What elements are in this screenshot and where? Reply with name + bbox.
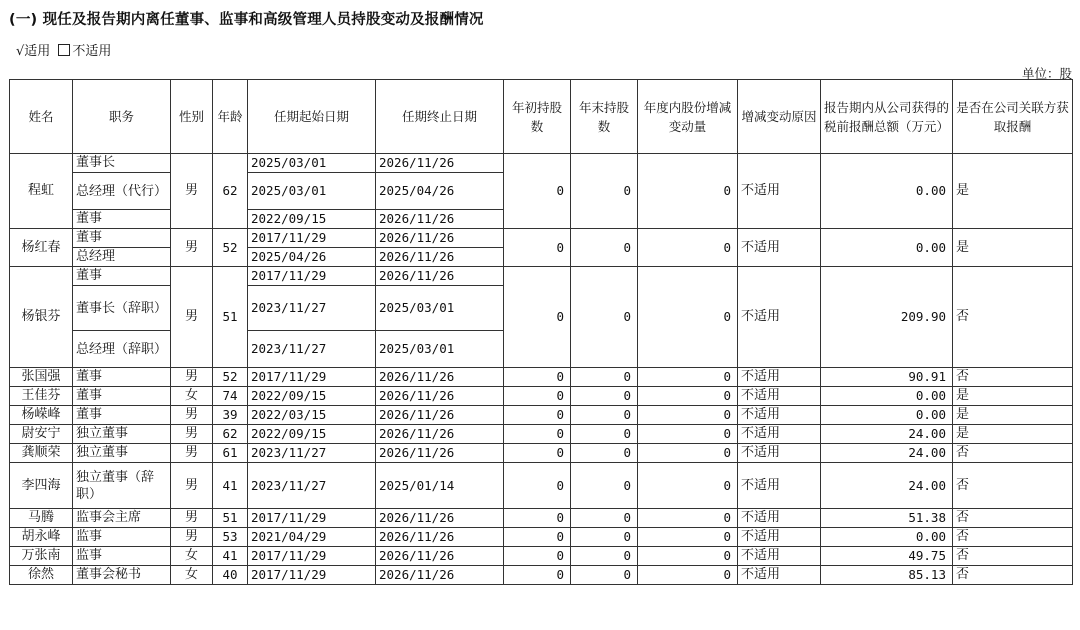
share-change-cell: 0 (638, 406, 738, 425)
end-shares-cell: 0 (571, 406, 638, 425)
term-end-cell: 2025/01/14 (376, 463, 504, 509)
table-row (10, 406, 1073, 425)
term-end-cell: 2025/03/01 (376, 331, 504, 368)
person-name: 马腾 (10, 509, 73, 528)
term-start-cell: 2023/11/27 (248, 463, 376, 509)
term-end-cell: 2026/11/26 (376, 566, 504, 585)
term-start-cell: 2025/03/01 (248, 154, 376, 173)
gender-cell: 女 (171, 387, 213, 406)
term-start-cell: 2022/09/15 (248, 387, 376, 406)
term-end-cell: 2026/11/26 (376, 387, 504, 406)
unit-label: 单位：股 (1021, 66, 1072, 81)
related-party-pay-cell: 是 (953, 387, 1073, 406)
share-change-cell: 0 (638, 463, 738, 509)
end-shares-cell: 0 (571, 528, 638, 547)
empty-checkbox-icon (58, 44, 70, 56)
share-change-cell: 0 (638, 267, 738, 368)
related-party-pay-cell: 是 (953, 425, 1073, 444)
term-end-cell: 2026/11/26 (376, 425, 504, 444)
share-change-cell: 0 (638, 528, 738, 547)
pretax-pay-cell: 0.00 (821, 154, 953, 229)
end-shares-cell: 0 (571, 463, 638, 509)
share-change-cell: 0 (638, 368, 738, 387)
table-row (10, 444, 1073, 463)
term-end-cell: 2026/11/26 (376, 229, 504, 248)
term-start-cell: 2025/04/26 (248, 248, 376, 267)
related-party-pay-cell: 否 (953, 267, 1073, 368)
position-cell: 监事 (73, 547, 171, 566)
pretax-pay-cell: 0.00 (821, 229, 953, 267)
term-end-cell: 2025/03/01 (376, 286, 504, 331)
age-cell: 41 (213, 547, 248, 566)
gender-cell: 男 (171, 229, 213, 267)
end-shares-cell: 0 (571, 368, 638, 387)
gender-cell: 男 (171, 406, 213, 425)
change-reason-cell: 不适用 (738, 566, 821, 585)
share-change-cell: 0 (638, 425, 738, 444)
related-party-pay-cell: 否 (953, 463, 1073, 509)
management-shareholding-table (9, 79, 1073, 585)
begin-shares-cell: 0 (504, 425, 571, 444)
begin-shares-cell: 0 (504, 566, 571, 585)
age-cell: 62 (213, 425, 248, 444)
table-row (10, 547, 1073, 566)
change-reason-cell: 不适用 (738, 267, 821, 368)
check-mark: √ (16, 44, 25, 59)
section-heading: (一) 现任及报告期内离任董事、监事和高级管理人员持股变动及报酬情况 (9, 12, 484, 28)
header-row (10, 80, 1073, 154)
change-reason-cell: 不适用 (738, 425, 821, 444)
gender-cell: 女 (171, 566, 213, 585)
term-start-cell: 2017/11/29 (248, 566, 376, 585)
end-shares-cell: 0 (571, 387, 638, 406)
table-row (10, 425, 1073, 444)
change-reason-cell: 不适用 (738, 368, 821, 387)
related-party-pay-cell: 是 (953, 154, 1073, 229)
age-cell: 41 (213, 463, 248, 509)
position-cell: 董事 (73, 387, 171, 406)
term-end-cell: 2026/11/26 (376, 267, 504, 286)
begin-shares-cell: 0 (504, 444, 571, 463)
header-related-party-pay: 是否在公司关联方获取报酬 (953, 80, 1073, 154)
related-party-pay-cell: 否 (953, 509, 1073, 528)
age-cell: 53 (213, 528, 248, 547)
share-change-cell: 0 (638, 229, 738, 267)
position-cell: 总经理（代行） (73, 173, 171, 210)
change-reason-cell: 不适用 (738, 229, 821, 267)
pretax-pay-cell: 49.75 (821, 547, 953, 566)
age-cell: 51 (213, 509, 248, 528)
term-start-cell: 2021/04/29 (248, 528, 376, 547)
table-row (10, 566, 1073, 585)
pretax-pay-cell: 209.90 (821, 267, 953, 368)
header-position: 职务 (73, 80, 171, 154)
age-cell: 51 (213, 267, 248, 368)
position-cell: 总经理 (73, 248, 171, 267)
header-pretax-pay: 报告期内从公司获得的税前报酬总额（万元） (821, 80, 953, 154)
share-change-cell: 0 (638, 387, 738, 406)
term-end-cell: 2026/11/26 (376, 154, 504, 173)
pretax-pay-cell: 24.00 (821, 425, 953, 444)
header-begin-shares: 年初持股数 (504, 80, 571, 154)
end-shares-cell: 0 (571, 229, 638, 267)
person-name: 徐然 (10, 566, 73, 585)
gender-cell: 女 (171, 547, 213, 566)
related-party-pay-cell: 否 (953, 528, 1073, 547)
change-reason-cell: 不适用 (738, 528, 821, 547)
position-cell: 董事长（辞职） (73, 286, 171, 331)
table-row (10, 463, 1073, 509)
person-name: 杨嵘峰 (10, 406, 73, 425)
header-name: 姓名 (10, 80, 73, 154)
term-end-cell: 2026/11/26 (376, 406, 504, 425)
gender-cell: 男 (171, 463, 213, 509)
end-shares-cell: 0 (571, 444, 638, 463)
term-start-cell: 2017/11/29 (248, 368, 376, 387)
age-cell: 52 (213, 368, 248, 387)
gender-cell: 男 (171, 154, 213, 229)
end-shares-cell: 0 (571, 509, 638, 528)
gender-cell: 男 (171, 509, 213, 528)
person-name: 杨银芬 (10, 267, 73, 368)
age-cell: 62 (213, 154, 248, 229)
term-start-cell: 2017/11/29 (248, 267, 376, 286)
gender-cell: 男 (171, 267, 213, 368)
header-change-reason: 增减变动原因 (738, 80, 821, 154)
table-row (10, 368, 1073, 387)
header-term-end: 任期终止日期 (376, 80, 504, 154)
term-start-cell: 2023/11/27 (248, 286, 376, 331)
header-end-shares: 年末持股数 (571, 80, 638, 154)
position-cell: 董事会秘书 (73, 566, 171, 585)
begin-shares-cell: 0 (504, 267, 571, 368)
position-cell: 董事 (73, 210, 171, 229)
applicable-label: 适用 (24, 44, 51, 59)
position-cell: 监事会主席 (73, 509, 171, 528)
term-start-cell: 2023/11/27 (248, 444, 376, 463)
person-name: 尉安宁 (10, 425, 73, 444)
begin-shares-cell: 0 (504, 368, 571, 387)
change-reason-cell: 不适用 (738, 154, 821, 229)
position-cell: 董事 (73, 229, 171, 248)
end-shares-cell: 0 (571, 425, 638, 444)
position-cell: 董事 (73, 406, 171, 425)
related-party-pay-cell: 否 (953, 566, 1073, 585)
position-cell: 独立董事 (73, 425, 171, 444)
term-end-cell: 2026/11/26 (376, 210, 504, 229)
term-start-cell: 2017/11/29 (248, 229, 376, 248)
term-end-cell: 2026/11/26 (376, 547, 504, 566)
end-shares-cell: 0 (571, 154, 638, 229)
begin-shares-cell: 0 (504, 547, 571, 566)
pretax-pay-cell: 24.00 (821, 463, 953, 509)
table-row (10, 229, 1073, 248)
begin-shares-cell: 0 (504, 229, 571, 267)
table-row (10, 509, 1073, 528)
header-gender: 性别 (171, 80, 213, 154)
share-change-cell: 0 (638, 154, 738, 229)
person-name: 胡永峰 (10, 528, 73, 547)
header-age: 年龄 (213, 80, 248, 154)
term-start-cell: 2022/03/15 (248, 406, 376, 425)
share-change-cell: 0 (638, 547, 738, 566)
pretax-pay-cell: 51.38 (821, 509, 953, 528)
change-reason-cell: 不适用 (738, 463, 821, 509)
person-name: 万张南 (10, 547, 73, 566)
term-start-cell: 2022/09/15 (248, 210, 376, 229)
person-name: 张国强 (10, 368, 73, 387)
pretax-pay-cell: 0.00 (821, 406, 953, 425)
end-shares-cell: 0 (571, 267, 638, 368)
term-end-cell: 2026/11/26 (376, 444, 504, 463)
begin-shares-cell: 0 (504, 528, 571, 547)
begin-shares-cell: 0 (504, 387, 571, 406)
begin-shares-cell: 0 (504, 154, 571, 229)
position-cell: 独立董事（辞职） (73, 463, 171, 509)
position-cell: 董事 (73, 267, 171, 286)
share-change-cell: 0 (638, 566, 738, 585)
age-cell: 61 (213, 444, 248, 463)
table-row (10, 387, 1073, 406)
gender-cell: 男 (171, 425, 213, 444)
table-row (10, 267, 1073, 286)
term-start-cell: 2017/11/29 (248, 547, 376, 566)
term-end-cell: 2026/11/26 (376, 528, 504, 547)
begin-shares-cell: 0 (504, 463, 571, 509)
age-cell: 39 (213, 406, 248, 425)
related-party-pay-cell: 否 (953, 444, 1073, 463)
person-name: 李四海 (10, 463, 73, 509)
gender-cell: 男 (171, 528, 213, 547)
related-party-pay-cell: 是 (953, 229, 1073, 267)
position-cell: 董事长 (73, 154, 171, 173)
age-cell: 52 (213, 229, 248, 267)
person-name: 程虹 (10, 154, 73, 229)
change-reason-cell: 不适用 (738, 509, 821, 528)
position-cell: 独立董事 (73, 444, 171, 463)
change-reason-cell: 不适用 (738, 444, 821, 463)
share-change-cell: 0 (638, 444, 738, 463)
age-cell: 74 (213, 387, 248, 406)
pretax-pay-cell: 24.00 (821, 444, 953, 463)
applicability-line (16, 40, 111, 59)
pretax-pay-cell: 90.91 (821, 368, 953, 387)
person-name: 杨红春 (10, 229, 73, 267)
begin-shares-cell: 0 (504, 406, 571, 425)
pretax-pay-cell: 0.00 (821, 528, 953, 547)
not-applicable-label: 不适用 (72, 44, 112, 59)
term-start-cell: 2025/03/01 (248, 173, 376, 210)
position-cell: 总经理（辞职） (73, 331, 171, 368)
end-shares-cell: 0 (571, 547, 638, 566)
change-reason-cell: 不适用 (738, 387, 821, 406)
person-name: 龚顺荣 (10, 444, 73, 463)
position-cell: 监事 (73, 528, 171, 547)
related-party-pay-cell: 否 (953, 368, 1073, 387)
gender-cell: 男 (171, 368, 213, 387)
change-reason-cell: 不适用 (738, 406, 821, 425)
gender-cell: 男 (171, 444, 213, 463)
share-change-cell: 0 (638, 509, 738, 528)
term-end-cell: 2026/11/26 (376, 248, 504, 267)
term-start-cell: 2022/09/15 (248, 425, 376, 444)
pretax-pay-cell: 0.00 (821, 387, 953, 406)
term-start-cell: 2017/11/29 (248, 509, 376, 528)
person-name: 王佳芬 (10, 387, 73, 406)
term-start-cell: 2023/11/27 (248, 331, 376, 368)
term-end-cell: 2026/11/26 (376, 368, 504, 387)
related-party-pay-cell: 否 (953, 547, 1073, 566)
end-shares-cell: 0 (571, 566, 638, 585)
age-cell: 40 (213, 566, 248, 585)
term-end-cell: 2025/04/26 (376, 173, 504, 210)
related-party-pay-cell: 是 (953, 406, 1073, 425)
table-row (10, 528, 1073, 547)
term-end-cell: 2026/11/26 (376, 509, 504, 528)
pretax-pay-cell: 85.13 (821, 566, 953, 585)
header-share-change: 年度内股份增减变动量 (638, 80, 738, 154)
header-term-start: 任期起始日期 (248, 80, 376, 154)
position-cell: 董事 (73, 368, 171, 387)
change-reason-cell: 不适用 (738, 547, 821, 566)
begin-shares-cell: 0 (504, 509, 571, 528)
table-row (10, 154, 1073, 173)
